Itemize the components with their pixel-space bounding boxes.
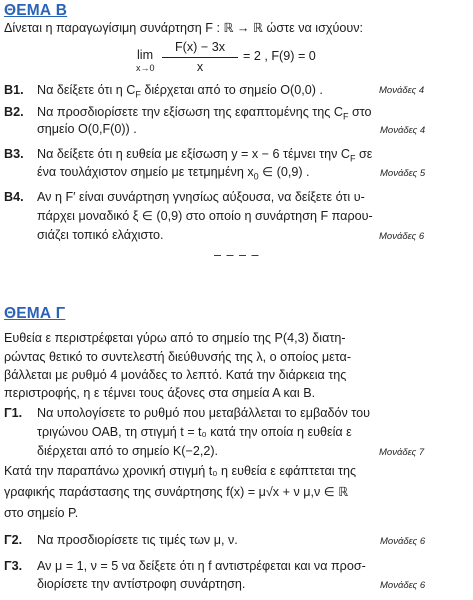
fraction-bar: [162, 57, 238, 58]
b1-text-b: διέρχεται από το σημείο O(0,0) .: [140, 83, 323, 97]
b1-label: Β1.: [4, 83, 24, 97]
b4-line2: πάρχει μοναδικό ξ ∈ (0,9) στο οποίο η συνάρτηση F παρου-: [37, 209, 373, 223]
lim-subscript: x→0: [136, 63, 155, 73]
g1-marks: Μονάδες 7: [379, 447, 425, 458]
mid-line-2: γραφικής παράστασης της συνάρτησης f(x) = μ√x + ν μ,ν ∈ ℝ: [4, 485, 349, 499]
b4-line1: Αν η F′ είναι συνάρτηση γνησίως αύξουσα, να δείξετε ότι υ-: [37, 190, 365, 204]
b3-label: Β3.: [4, 147, 24, 161]
b4-line3: σιάζει τοπικό ελάχιστο.: [37, 228, 164, 242]
b3-line2-a: ένα τουλάχιστον σημείο με τετμημένη x: [37, 165, 254, 179]
g2-marks: Μονάδες 6: [380, 536, 426, 547]
g3-marks: Μονάδες 6: [380, 580, 426, 591]
section-separator: – – – –: [214, 248, 260, 262]
g2-line: Να προσδιορίσετε τις τιμές των μ, ν.: [37, 533, 238, 547]
b3-line2-b: ∈ (0,9) .: [258, 165, 310, 179]
b3-sub: F: [349, 153, 356, 164]
g1-line3: διέρχεται από το σημείο K(−2,2).: [37, 444, 219, 458]
b2-line1-a: Να προσδιορίσετε την εξίσωση της εφαπτομένης της C: [37, 105, 343, 119]
b2-sub: F: [342, 111, 349, 122]
b4-label: Β4.: [4, 190, 24, 204]
b1-text: [37, 82, 323, 103]
b4-marks: Μονάδες 6: [379, 231, 425, 242]
theme-b-intro: Δίνεται η παραγωγίσιμη συνάρτηση F : ℝ → ℝ ώστε να ισχύουν:: [4, 21, 364, 35]
g3-line2: διορίσετε την αντίστροφη συνάρτηση.: [37, 577, 246, 591]
mid-line-1: Κατά την παραπάνω χρονική στιγμή t₀ η ευθεία ε εφάπτεται της: [4, 464, 357, 478]
g3-line1: Αν μ = 1, ν = 5 να δείξετε ότι η f αντιστρέφεται και να προσ-: [37, 559, 366, 573]
g1-line1: Να υπολογίσετε το ρυθμό που μεταβάλλεται το εμβαδόν του: [37, 406, 370, 420]
b2-line1-b: στο: [348, 105, 372, 119]
b2-line2: σημείο O(0,F(0)) .: [37, 122, 137, 136]
fraction-denominator: x: [196, 60, 204, 74]
b2-marks: Μονάδες 4: [380, 125, 426, 136]
theme-g-intro-1: Ευθεία ε περιστρέφεται γύρω από το σημείο της P(4,3) διατη-: [4, 331, 346, 345]
theme-g-intro-3: βάλλεται με ρυθμό 4 μονάδες το λεπτό. Κατά την διάρκεια της: [4, 368, 347, 382]
b1-text-a: Να δείξετε ότι η C: [37, 83, 136, 97]
theme-b-heading: ΘΕΜΑ Β: [4, 2, 68, 19]
b3-marks: Μονάδες 5: [380, 168, 426, 179]
theme-g-heading: ΘΕΜΑ Γ: [4, 305, 66, 322]
g3-label: Γ3.: [4, 559, 23, 573]
b3-line2-sub: 0: [253, 171, 259, 182]
formula-rest: = 2 , F(9) = 0: [243, 49, 316, 63]
mid-line-3: στο σημείο P.: [4, 506, 79, 520]
g1-line2: τριγώνου ΟΑΒ, τη στιγμή t = t₀ κατά την οποία η ευθεία ε: [37, 425, 352, 439]
theme-g-intro-4: περιστροφής, η ε τέμνει τους άξονες στα σημεία Α και Β.: [4, 386, 316, 400]
theme-g-intro-2: ρώντας θετικό το συντελεστή διεύθυνσής της λ, ο οποίος μετα-: [4, 350, 352, 364]
b3-line1-a: Να δείξετε ότι η ευθεία με εξίσωση y = x − 6 τέμνει την C: [37, 147, 350, 161]
b2-label: Β2.: [4, 105, 24, 119]
fraction-numerator: F(x) − 3x: [174, 40, 226, 54]
g2-label: Γ2.: [4, 533, 23, 547]
b3-line2: [37, 164, 310, 185]
b3-line1-b: σε: [355, 147, 373, 161]
b1-sub: F: [135, 89, 141, 100]
b1-marks: Μονάδες 4: [379, 85, 425, 96]
g1-label: Γ1.: [4, 406, 23, 420]
lim-word: lim: [137, 48, 154, 62]
